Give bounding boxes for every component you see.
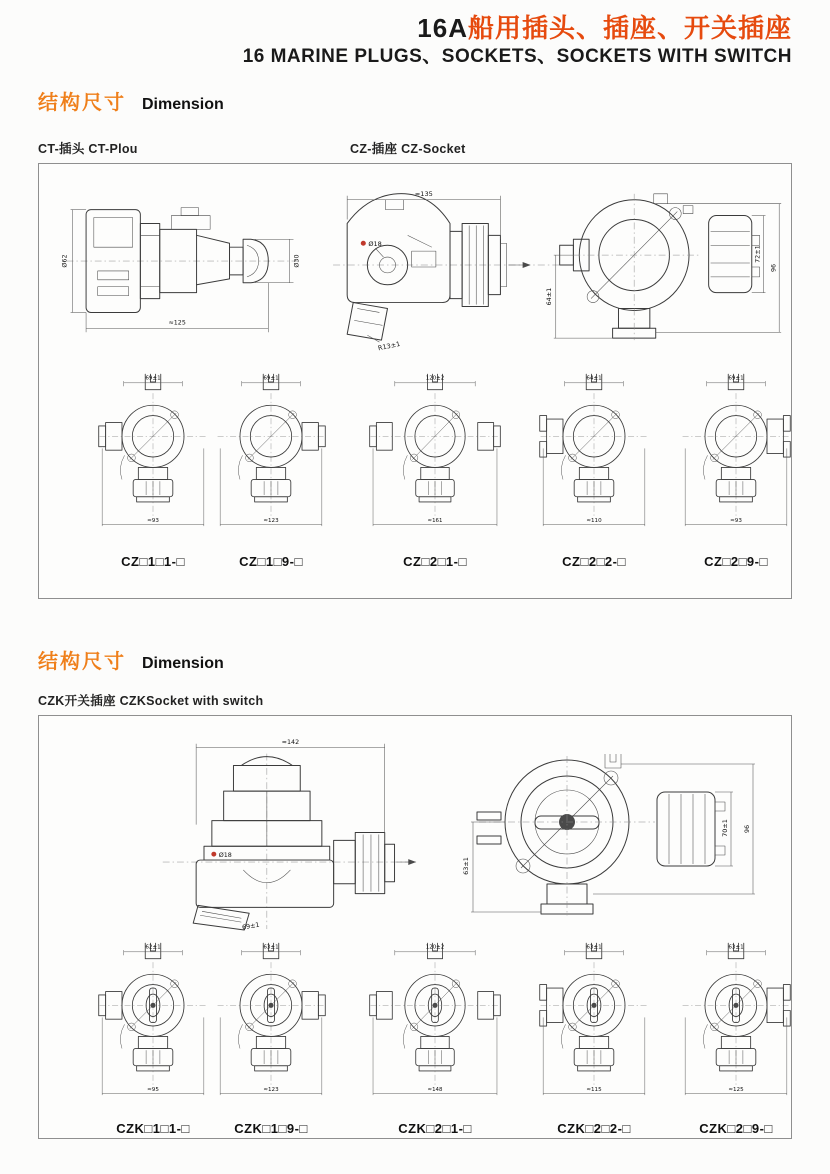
- drawing-box-switch-sockets: [38, 715, 792, 1139]
- dimension-label: 70±1: [721, 819, 729, 837]
- variant-figure-svg: [538, 369, 650, 533]
- dimension-label: ≈95: [147, 1086, 159, 1093]
- model-label: CZ□1□1-□: [121, 554, 185, 569]
- variant-figure-svg: [97, 938, 209, 1102]
- cz-socket-front-drawing: [544, 176, 789, 352]
- czk-side-drawing: [149, 730, 424, 932]
- dimension-label: ≈123: [263, 517, 279, 524]
- dimension-label: ≈123: [263, 1086, 279, 1093]
- dimension-heading-cn: 结构尺寸: [38, 651, 126, 673]
- page-title: [0, 14, 792, 44]
- dimension-label: 96: [769, 263, 778, 273]
- dimension-label: 62±1: [145, 944, 161, 951]
- dimension-label: Ø30: [293, 254, 301, 268]
- model-label: CZK□2□1-□: [398, 1121, 472, 1136]
- title-block: [0, 14, 792, 68]
- dimension-label: 96: [743, 824, 751, 834]
- dimension-label: 69±1: [241, 920, 261, 932]
- section1-heading: [38, 86, 224, 115]
- variant-figure-svg: [368, 369, 502, 533]
- socket-front-variant-figure: [368, 369, 502, 533]
- socket-front-variant-figure: [680, 369, 792, 533]
- czk-side-svg: [149, 730, 424, 932]
- ct-plug-drawing: [57, 176, 309, 352]
- model-label: CZ□2□9-□: [704, 554, 768, 569]
- czk-front-drawing: [459, 734, 769, 926]
- dimension-label: ≈142: [281, 737, 300, 746]
- dimension-label: ≈135: [414, 189, 433, 198]
- dimension-label: 63±1: [263, 944, 279, 951]
- dimension-label: 69±1: [263, 375, 279, 382]
- dimension-label: 63±1: [586, 944, 602, 951]
- dimension-label: ≈148: [427, 1086, 443, 1093]
- model-label: CZ□2□1-□: [403, 554, 467, 569]
- dimension-label: Ø62: [61, 254, 69, 268]
- dimension-label: Ø18: [218, 851, 232, 860]
- dimension-label: 63±1: [728, 944, 744, 951]
- drawing-box-sockets: [38, 163, 792, 599]
- variant-figure-svg: [368, 938, 502, 1102]
- dimension-heading-cn: 结构尺寸: [38, 92, 126, 114]
- dimension-label: 63±1: [462, 857, 470, 875]
- model-label: CZK□2□2-□: [557, 1121, 631, 1136]
- ct-plug-svg: [57, 176, 309, 352]
- model-label: CZK□2□9-□: [699, 1121, 773, 1136]
- variant-figure-svg: [680, 369, 792, 533]
- dimension-label: ≈125: [168, 319, 186, 327]
- switch-socket-front-variant-figure: [215, 938, 327, 1102]
- dimension-label: 120±2: [425, 944, 445, 951]
- cz-socket-side-svg: [327, 176, 569, 352]
- dimension-heading-en: Dimension: [142, 655, 224, 672]
- socket-front-variant-figure: [97, 369, 209, 533]
- dimension-label: R13±1: [377, 339, 401, 352]
- cz-socket-side-drawing: [327, 176, 569, 352]
- section2-heading: [38, 645, 224, 674]
- socket-front-variant-figure: [215, 369, 327, 533]
- dimension-label: 120±2: [425, 375, 445, 382]
- switch-socket-front-variant-figure: [538, 938, 650, 1102]
- dimension-label: 64±1: [544, 287, 553, 306]
- dimension-label: ≈125: [728, 1086, 744, 1093]
- variant-figure-svg: [680, 938, 792, 1102]
- socket-front-variant-figure: [538, 369, 650, 533]
- dimension-label: Ø18: [368, 240, 382, 249]
- dimension-label: ≈161: [427, 517, 443, 524]
- page-subtitle: 16 MARINE PLUGS、SOCKETS、SOCKETS WITH SWITCH: [242, 45, 792, 67]
- czk-socket-label: CZK开关插座 CZKSocket with switch: [38, 694, 264, 708]
- dimension-label: ≈93: [730, 517, 742, 524]
- czk-front-svg: [459, 734, 769, 926]
- dimension-label: 69±1: [145, 375, 161, 382]
- model-label: CZK□1□1-□: [116, 1121, 190, 1136]
- dimension-label: ≈110: [586, 517, 602, 524]
- variant-figure-svg: [538, 938, 650, 1102]
- variant-figure-svg: [215, 938, 327, 1102]
- switch-socket-front-variant-figure: [368, 938, 502, 1102]
- model-label: CZ□2□2-□: [562, 554, 626, 569]
- title-chinese: 船用插头、插座、开关插座: [467, 13, 792, 43]
- model-label: CZK□1□9-□: [234, 1121, 308, 1136]
- model-label: CZ□1□9-□: [239, 554, 303, 569]
- dimension-label: ≈93: [147, 517, 159, 524]
- title-amperage: 16A: [417, 13, 468, 43]
- dimension-label: 69±1: [728, 375, 744, 382]
- variant-figure-svg: [97, 369, 209, 533]
- cz-socket-front-svg: [544, 176, 789, 352]
- ct-plug-label: CT-插头 CT-Plou: [38, 142, 138, 156]
- switch-socket-front-variant-figure: [97, 938, 209, 1102]
- dimension-label: ≈115: [586, 1086, 602, 1093]
- variant-figure-svg: [215, 369, 327, 533]
- dimension-heading-en: Dimension: [142, 96, 224, 113]
- dimension-label: 64±1: [586, 375, 602, 382]
- switch-socket-front-variant-figure: [680, 938, 792, 1102]
- dimension-label: 72±1: [753, 245, 762, 263]
- cz-socket-label: CZ-插座 CZ-Socket: [350, 142, 466, 156]
